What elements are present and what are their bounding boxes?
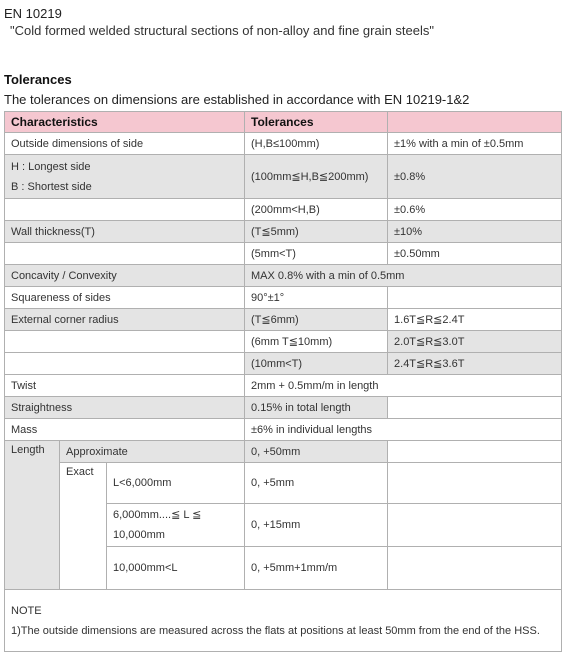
table-row bbox=[5, 397, 562, 419]
row-condition: (H,B≤100mm) bbox=[245, 133, 388, 155]
length-condition: 10,000mm<L bbox=[107, 547, 245, 590]
length-condition-line2: 10,000mm bbox=[113, 529, 165, 541]
table-header-row bbox=[5, 112, 562, 133]
note-text: 1)The outside dimensions are measured across the flats at positions at least 50mm from the end of the HSS. bbox=[11, 624, 540, 637]
table-row bbox=[5, 243, 562, 265]
section-title: Tolerances bbox=[4, 72, 72, 87]
row-value: 2.0T≦R≦3.0T bbox=[388, 331, 562, 353]
table-row bbox=[5, 419, 562, 441]
row-label bbox=[5, 331, 245, 353]
table-row bbox=[5, 221, 562, 243]
row-label: Concavity / Convexity bbox=[5, 265, 245, 287]
row-label bbox=[5, 199, 245, 221]
note-title: NOTE bbox=[11, 604, 42, 617]
table-row bbox=[5, 199, 562, 221]
table-row bbox=[5, 463, 562, 504]
row-condition: (200mm<H,B) bbox=[245, 199, 388, 221]
length-condition bbox=[107, 504, 245, 547]
row-label: Outside dimensions of side bbox=[5, 133, 245, 155]
standard-code: EN 10219 bbox=[4, 6, 62, 21]
row-value: 1.6T≦R≦2.4T bbox=[388, 309, 562, 331]
row-label: Wall thickness(T) bbox=[5, 221, 245, 243]
table-row bbox=[5, 331, 562, 353]
row-condition: (100mm≦H,B≦200mm) bbox=[245, 155, 388, 199]
row-label bbox=[5, 353, 245, 375]
row-condition: (10mm<T) bbox=[245, 353, 388, 375]
row-condition: (T≦6mm) bbox=[245, 309, 388, 331]
table-row bbox=[5, 287, 562, 309]
row-value: ±10% bbox=[388, 221, 562, 243]
row-value: ±1% with a min of ±0.5mm bbox=[388, 133, 562, 155]
length-approx-value: 0, +50mm bbox=[245, 441, 388, 463]
table-row bbox=[5, 155, 562, 199]
row-label: Straightness bbox=[5, 397, 245, 419]
note-row bbox=[5, 590, 562, 652]
row-condition: (5mm<T) bbox=[245, 243, 388, 265]
length-value: 0, +5mm bbox=[245, 463, 388, 504]
row-label bbox=[5, 243, 245, 265]
table-row bbox=[5, 265, 562, 287]
table-row bbox=[5, 353, 562, 375]
note-cell bbox=[5, 590, 562, 652]
row-value: 90°±1° bbox=[245, 287, 388, 309]
length-approx-label: Approximate bbox=[60, 441, 245, 463]
row-empty bbox=[388, 463, 562, 504]
row-value: ±0.50mm bbox=[388, 243, 562, 265]
table-row bbox=[5, 375, 562, 397]
table-row bbox=[5, 133, 562, 155]
row-value: 2.4T≦R≦3.6T bbox=[388, 353, 562, 375]
length-value: 0, +5mm+1mm/m bbox=[245, 547, 388, 590]
row-value: 2mm + 0.5mm/m in length bbox=[245, 375, 562, 397]
document-header bbox=[4, 5, 434, 39]
row-label: Twist bbox=[5, 375, 245, 397]
standard-subtitle: "Cold formed welded structural sections of non-alloy and fine grain steels" bbox=[10, 23, 435, 38]
label-shortest-side: B : Shortest side bbox=[11, 180, 92, 193]
row-label: External corner radius bbox=[5, 309, 245, 331]
section-intro: The tolerances on dimensions are established in accordance with EN 10219-1&2 bbox=[4, 92, 470, 107]
length-exact-label: Exact bbox=[60, 463, 107, 590]
row-value: MAX 0.8% with a min of 0.5mm bbox=[245, 265, 562, 287]
row-empty bbox=[388, 287, 562, 309]
row-label bbox=[5, 155, 245, 199]
row-value: ±6% in individual lengths bbox=[245, 419, 562, 441]
row-condition: (T≦5mm) bbox=[245, 221, 388, 243]
row-empty bbox=[388, 441, 562, 463]
label-longest-side: H : Longest side bbox=[11, 160, 91, 173]
row-empty bbox=[388, 547, 562, 590]
length-value: 0, +15mm bbox=[245, 504, 388, 547]
row-empty bbox=[388, 504, 562, 547]
row-value: ±0.8% bbox=[388, 155, 562, 199]
header-empty bbox=[388, 112, 562, 133]
row-condition: (6mm T≦10mm) bbox=[245, 331, 388, 353]
length-condition-line1: 6,000mm....≦ L ≦ bbox=[113, 509, 202, 521]
row-empty bbox=[388, 397, 562, 419]
tolerance-table bbox=[4, 111, 562, 652]
row-value: 0.15% in total length bbox=[245, 397, 388, 419]
table-row bbox=[5, 441, 562, 463]
length-condition: L<6,000mm bbox=[107, 463, 245, 504]
row-label: Squareness of sides bbox=[5, 287, 245, 309]
table-row bbox=[5, 309, 562, 331]
row-value: ±0.6% bbox=[388, 199, 562, 221]
header-tolerances: Tolerances bbox=[245, 112, 388, 133]
header-characteristics: Characteristics bbox=[5, 112, 245, 133]
row-label: Mass bbox=[5, 419, 245, 441]
length-label: Length bbox=[5, 441, 60, 590]
